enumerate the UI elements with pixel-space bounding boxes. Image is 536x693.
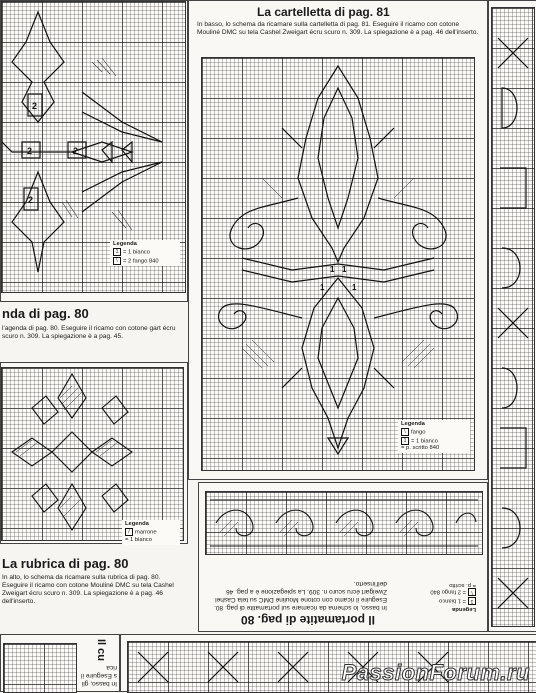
cartelletta-panel <box>188 0 488 480</box>
right-strip-pattern <box>492 8 534 626</box>
agenda-title: nda di pag. 80 <box>2 306 89 321</box>
legend-item: = 1 bianco <box>125 536 152 543</box>
legend-title: Legenda <box>125 521 149 527</box>
portamatite-panel <box>198 482 488 632</box>
bottom-left-title: Il cu <box>95 639 107 662</box>
portamatite-legend <box>403 580 479 613</box>
legend-title: Legenda <box>452 606 476 612</box>
swatch-icon: 1 <box>468 597 476 605</box>
rubrica-title: La rubrica di pag. 80 <box>2 556 129 571</box>
legend-item: \= 2 fango 840 <box>406 588 476 597</box>
legend-item: = p. scritto <box>449 581 476 588</box>
grid-mark: 1 <box>342 265 347 274</box>
legend-title: Legenda <box>113 241 137 247</box>
rubrica-pattern <box>2 368 183 540</box>
agenda-text: l'agenda di pag. 80. Eseguire il ricamo con cotone gart écru scuro n. 309. La spiegazione è a pag. 45. <box>2 325 176 340</box>
grid-mark: 1 <box>330 265 335 274</box>
portamatite-pattern <box>206 492 482 554</box>
portamatite-grid <box>205 491 483 555</box>
legend-item: \ fango <box>401 428 467 437</box>
swatch-hatched-icon: \ <box>113 257 121 265</box>
portamatite-title: Il portamatite di pag. 80 <box>240 613 375 627</box>
rubrica-chart-panel <box>0 362 188 544</box>
swatch-icon: 1 <box>113 248 121 256</box>
bottom-left-panel <box>0 634 120 692</box>
legend-title: Legenda <box>401 421 425 427</box>
grid-mark: 1 <box>352 283 357 292</box>
rubrica-legend <box>122 520 180 545</box>
grid-mark: 2 <box>27 146 33 156</box>
legend-item: 1= 1 bianco <box>406 596 476 605</box>
cartelletta-grid <box>201 57 475 471</box>
legend-item: \ = 2 fango 840 <box>113 257 177 266</box>
cartelletta-text: In basso, lo schema da ricamare sulla cartelletta di pag. 81. Eseguire il ricamo con cotone Mouliné DMC su tela Cashel Zweigart écru scuro n. 309. La spiegazione è a pag. 46 dell'inserto. <box>197 21 479 36</box>
swatch-hatched-icon: / <box>125 528 133 536</box>
right-strip-panel <box>488 0 536 632</box>
cartelletta-legend <box>398 420 470 453</box>
cartelletta-pattern <box>202 58 474 470</box>
legend-item: 1 = 1 bianco <box>401 437 467 446</box>
legend-item: = p. scritto 840 <box>401 445 440 452</box>
portamatite-caption <box>199 557 487 629</box>
top-left-legend <box>110 240 180 266</box>
legend-item: 1 = 1 bianco <box>113 248 177 257</box>
portamatite-text: In basso, lo schema da ricamare sul portamatite di pag. 80. Eseguire il ricamo con cotone Mouliné DMC su tela Cashel Zweigart écru scuro n. 309. La spiegazione è a pag. 46 dell'inserto. <box>214 580 387 611</box>
right-strip-grid <box>491 7 535 627</box>
swatch-icon: 1 <box>401 437 409 445</box>
rubrica-text: In alto, lo schema da ricamare sulla rubrica di pag. 80. Eseguire il ricamo con cotone Mouliné DMC su tela Cashel Zweigart écru scuro n. 309. La spiegazione è a pag. 46 dell'inserto. <box>2 574 174 605</box>
grid-mark: 2 <box>28 195 34 205</box>
swatch-hatched-icon: \ <box>401 428 409 436</box>
watermark: PassionForum.ru <box>341 660 530 685</box>
grid-mark: 1 <box>320 283 325 292</box>
bottom-left-text: In basso, gli s Eseguire il rica <box>81 664 117 687</box>
grid-mark: 2 <box>73 146 79 156</box>
swatch-hatched-icon: \ <box>468 588 476 596</box>
rubrica-grid <box>1 367 184 541</box>
grid-mark: 2 <box>32 101 38 111</box>
top-left-chart-panel <box>0 0 188 302</box>
top-left-grid <box>1 1 186 293</box>
bottom-left-grid <box>3 643 77 693</box>
legend-item: / marrone <box>125 528 177 537</box>
cartelletta-title: La cartelletta di pag. 81 <box>257 5 390 19</box>
